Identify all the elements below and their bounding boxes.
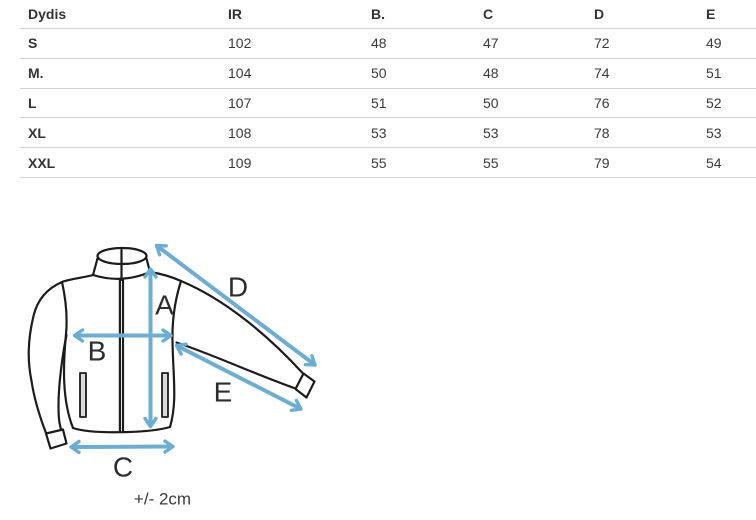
measure-label-c: C <box>112 451 134 483</box>
value-cell: 79 <box>594 148 706 178</box>
value-cell: 48 <box>483 58 594 88</box>
value-cell: 102 <box>228 29 371 59</box>
value-cell: 51 <box>371 88 483 118</box>
value-cell: 55 <box>483 148 594 178</box>
table-row-m <box>20 58 756 88</box>
hem <box>73 427 170 432</box>
size-table <box>20 0 756 178</box>
value-cell: 107 <box>228 88 371 118</box>
left-shoulder <box>62 275 93 282</box>
header-cell-e: E <box>706 0 756 29</box>
value-cell: 108 <box>228 118 371 148</box>
right-sleeve-bottom <box>177 343 296 389</box>
right-pocket <box>162 373 168 417</box>
jacket-outline <box>29 248 315 449</box>
tolerance-note: +/- 2cm <box>133 489 192 509</box>
value-cell: 53 <box>371 118 483 148</box>
header-cell-size: Dydis <box>20 0 228 29</box>
right-shoulder <box>150 272 181 281</box>
measure-label-a: A <box>155 289 174 321</box>
value-cell: 47 <box>483 29 594 59</box>
size-cell: L <box>20 88 228 118</box>
table-row-l <box>20 88 756 118</box>
value-cell: 72 <box>594 29 706 59</box>
size-cell: M. <box>20 58 228 88</box>
measure-arrow-e <box>177 346 302 410</box>
value-cell: 49 <box>706 29 756 59</box>
jacket-measurement-diagram <box>0 200 360 520</box>
measure-label-e: E <box>213 376 233 408</box>
value-cell: 54 <box>706 148 756 178</box>
left-sleeve-outer <box>29 282 62 433</box>
measure-label-d: D <box>227 271 249 303</box>
value-cell: 78 <box>594 118 706 148</box>
value-cell: 50 <box>483 88 594 118</box>
value-cell: 109 <box>228 148 371 178</box>
value-cell: 55 <box>371 148 483 178</box>
header-cell-c: C <box>483 0 594 29</box>
right-cuff <box>296 374 315 398</box>
measure-arrow-c <box>71 447 173 448</box>
size-cell: S <box>20 29 228 59</box>
value-cell: 48 <box>371 29 483 59</box>
header-cell-ir: IR <box>228 0 371 29</box>
size-cell: XL <box>20 118 228 148</box>
left-cuff <box>46 430 67 449</box>
value-cell: 51 <box>706 58 756 88</box>
value-cell: 76 <box>594 88 706 118</box>
header-cell-b: B. <box>371 0 483 29</box>
size-cell: XXL <box>20 148 228 178</box>
left-pocket <box>80 373 86 417</box>
value-cell: 53 <box>483 118 594 148</box>
table-row-xl <box>20 118 756 148</box>
value-cell: 104 <box>228 58 371 88</box>
size-table-header-row <box>20 0 756 29</box>
value-cell: 52 <box>706 88 756 118</box>
measure-label-b: B <box>87 335 107 367</box>
value-cell: 74 <box>594 58 706 88</box>
header-cell-d: D <box>594 0 706 29</box>
table-row-xxl <box>20 148 756 178</box>
value-cell: 50 <box>371 58 483 88</box>
table-row-s <box>20 29 756 59</box>
value-cell: 53 <box>706 118 756 148</box>
